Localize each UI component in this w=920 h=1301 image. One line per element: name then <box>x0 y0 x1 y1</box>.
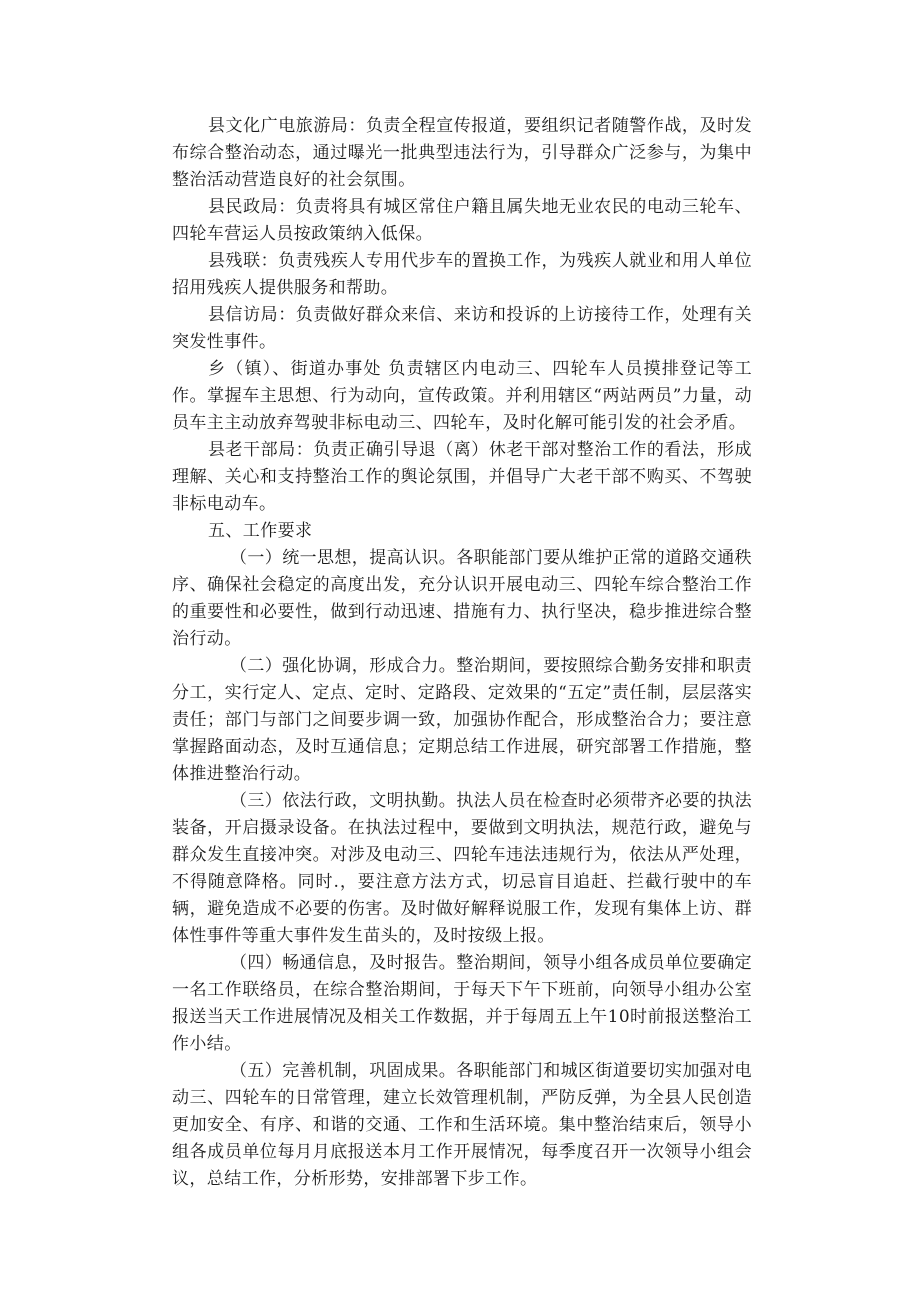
requirement-item-2: （二）强化协调，形成合力。整治期间，要按照综合勤务安排和职责分工，实行定人、定点、定时、定路段、定效果的“五定”责任制，层层落实责任；部门与部门之间要步调一致，加强协作配合，形成整治合力；要注意掌握路面动态，及时互通信息；定期总结工作进展，研究部署工作措施，整体推进整治行动。 <box>172 656 752 784</box>
document-body <box>172 113 752 1193</box>
paragraph-culture-bureau: 县文化广电旅游局：负责全程宣传报道，要组织记者随警作战，及时发布综合整治动态，通过曝光一批典型违法行为，引导群众广泛参与，为集中整治活动营造良好的社会氛围。 <box>172 116 752 190</box>
paragraph-petition-bureau: 县信访局：负责做好群众来信、来访和投诉的上访接待工作，处理有关突发性事件。 <box>172 305 752 352</box>
requirement-item-3: （三）依法行政，文明执勤。执法人员在检查时必须带齐必要的执法装备，开启摄录设备。在执法过程中，要做到文明执法，规范行政，避免与群众发生直接冲突。对涉及电动三、四轮车违法违规行为，依法从严处理，不得随意降格。同时.，要注意方法方式，切忌盲目追赶、拦截行驶中的车辆，避免造成不必要的伤害。及时做好解释说服工作，发现有集体上访、群体性事件等重大事件发生苗头的，及时按级上报。 <box>172 791 752 946</box>
paragraph-township-street-office: 乡（镇）、街道办事处 负责辖区内电动三、四轮车人员摸排登记等工作。掌握车主思想、行为动向，宣传政策。并利用辖区“两站两员”力量，动员车主主动放弃驾驶非标电动三、四轮车，及时化解可能引发的社会矛盾。 <box>172 359 752 433</box>
paragraph-veteran-cadres-bureau: 县老干部局：负责正确引导退（离）休老干部对整治工作的看法，形成理解、关心和支持整治工作的舆论氛围，并倡导广大老干部不购买、不驾驶非标电动车。 <box>172 440 752 514</box>
requirement-item-5: （五）完善机制，巩固成果。各职能部门和城区街道要切实加强对电动三、四轮车的日常管理，建立长效管理机制，严防反弹，为全县人民创造更加安全、有序、和谐的交通、工作和生活环境。集中整治结束后，领导小组各成员单位每月月底报送本月工作开展情况，每季度召开一次领导小组会议，总结工作，分析形势，安排部署下步工作。 <box>172 1061 752 1189</box>
section-heading-work-requirements: 五、工作要求 <box>208 521 313 541</box>
requirement-item-1: （一）统一思想，提高认识。各职能部门要从维护正常的道路交通秩序、确保社会稳定的高度出发，充分认识开展电动三、四轮车综合整治工作的重要性和必要性，做到行动迅速、措施有力、执行坚决，稳步推进综合整治行动。 <box>172 548 752 649</box>
paragraph-disabled-federation: 县残联：负责残疾人专用代步车的置换工作，为残疾人就业和用人单位招用残疾人提供服务和帮助。 <box>172 251 752 298</box>
requirement-item-4: （四）畅通信息，及时报告。整治期间，领导小组各成员单位要确定一名工作联络员，在综合整治期间，于每天下午下班前，向领导小组办公室报送当天工作进展情况及相关工作数据，并于每周五上午10时前报送整治工作小结。 <box>172 953 752 1054</box>
paragraph-civil-affairs: 县民政局：负责将具有城区常住户籍且属失地无业农民的电动三轮车、四轮车营运人员按政策纳入低保。 <box>172 197 752 244</box>
